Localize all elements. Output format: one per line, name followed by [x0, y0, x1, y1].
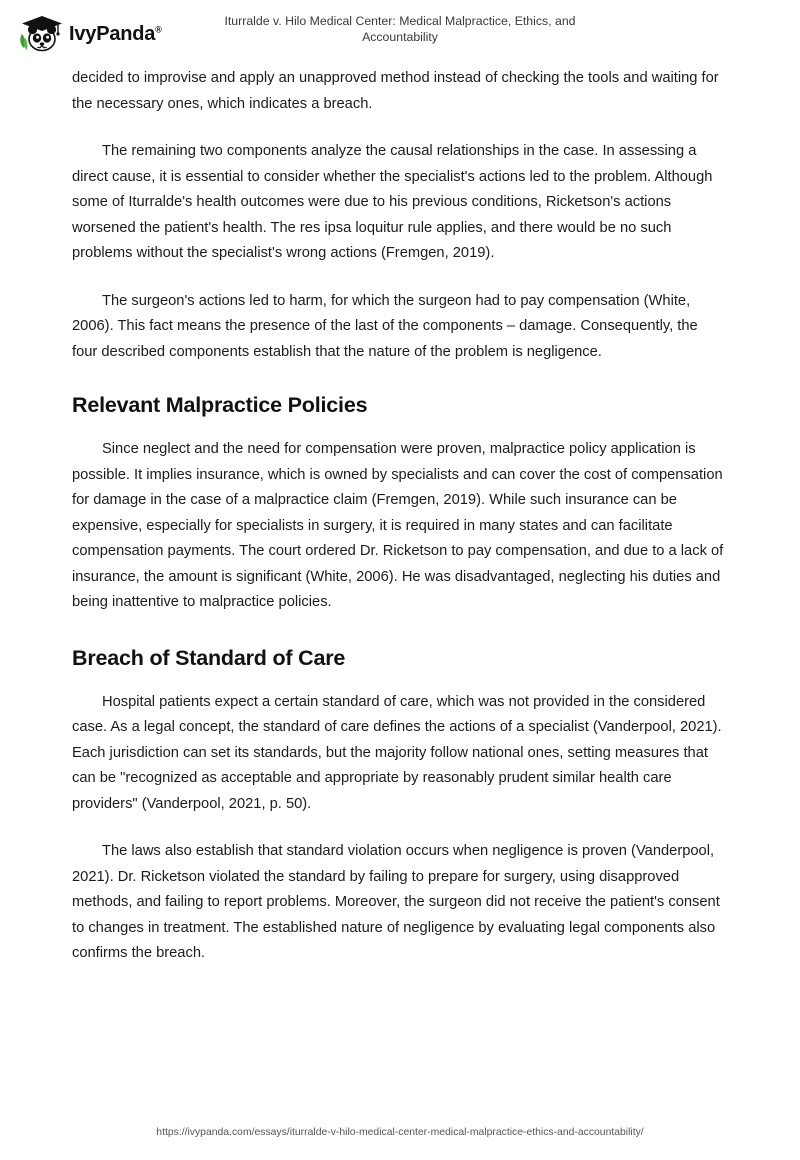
paragraph: decided to improvise and apply an unapproved method instead of checking the tools and waiting for the necessary ones, which indicates a breach.	[72, 70, 719, 112]
page-header	[0, 0, 800, 58]
paragraph: Hospital patients expect a certain standard of care, which was not provided in the considered case. As a legal concept, the standard of care defines the actions of a specialist (Vanderpool, 2021). Each jurisdiction can set its standards, but the majority follow national ones, setting measures that can be "recognized as acceptable and appropriate by reasonably prudent similar health care providers" (Vanderpool, 2021, p. 50).	[72, 693, 722, 812]
paragraph: The remaining two components analyze the causal relationships in the case. In assessing a direct cause, it is essential to consider whether the specialist's actions led to the problem. Although some of Iturralde's health outcomes were due to his previous conditions, Ricketson's actions worsened the patient's health. The res ipsa loquitur rule applies, and there would be no such problems without the specialist's wrong actions (Fremgen, 2019).	[72, 143, 713, 261]
document-title: Iturralde v. Hilo Medical Center: Medical Malpractice, Ethics, and Accountability	[224, 14, 576, 44]
document-body	[72, 66, 724, 989]
footer-source-url[interactable]	[0, 1127, 800, 1138]
section-heading-relevant-malpractice-policies: Relevant Malpractice Policies	[72, 393, 368, 417]
section-heading-breach-of-standard-of-care: Breach of Standard of Care	[72, 645, 346, 670]
paragraph: The laws also establish that standard violation occurs when negligence is proven (Vanderpool, 2021). Dr. Ricketson violated the standard by failing to prepare for surgery, using disapproved methods, and failing to report problems. Moreover, the surgeon did not receive the patient's consent to changes in treatment. The established nature of negligence by evaluating legal components also confirms the breach.	[72, 843, 720, 961]
footer-url-link[interactable]: https://ivypanda.com/essays/iturralde-v-hilo-medical-center-medical-malpractice-ethics-and-accountability/	[156, 1127, 644, 1138]
paragraph: The surgeon's actions led to harm, for which the surgeon had to pay compensation (White, 2006). This fact means the presence of the last of the components – damage. Consequently, the four described components establish that the nature of the problem is negligence.	[72, 292, 698, 360]
paragraph: Since neglect and the need for compensation were proven, malpractice policy application is possible. It implies insurance, which is owned by specialists and can cover the cost of compensation for damage in the case of a malpractice claim (Fremgen, 2019). While such insurance can be expensive, especially for specialists in surgery, it is required in many states and can facilitate compensation payments. The court ordered Dr. Ricketson to pay compensation, and due to a lack of insurance, the amount is significant (White, 2006). He was disadvantaged, neglecting his duties and being inattentive to malpractice policies.	[72, 441, 724, 610]
brand-registered-mark: ®	[155, 23, 162, 34]
brand-name-text: IvyPanda	[69, 22, 156, 45]
